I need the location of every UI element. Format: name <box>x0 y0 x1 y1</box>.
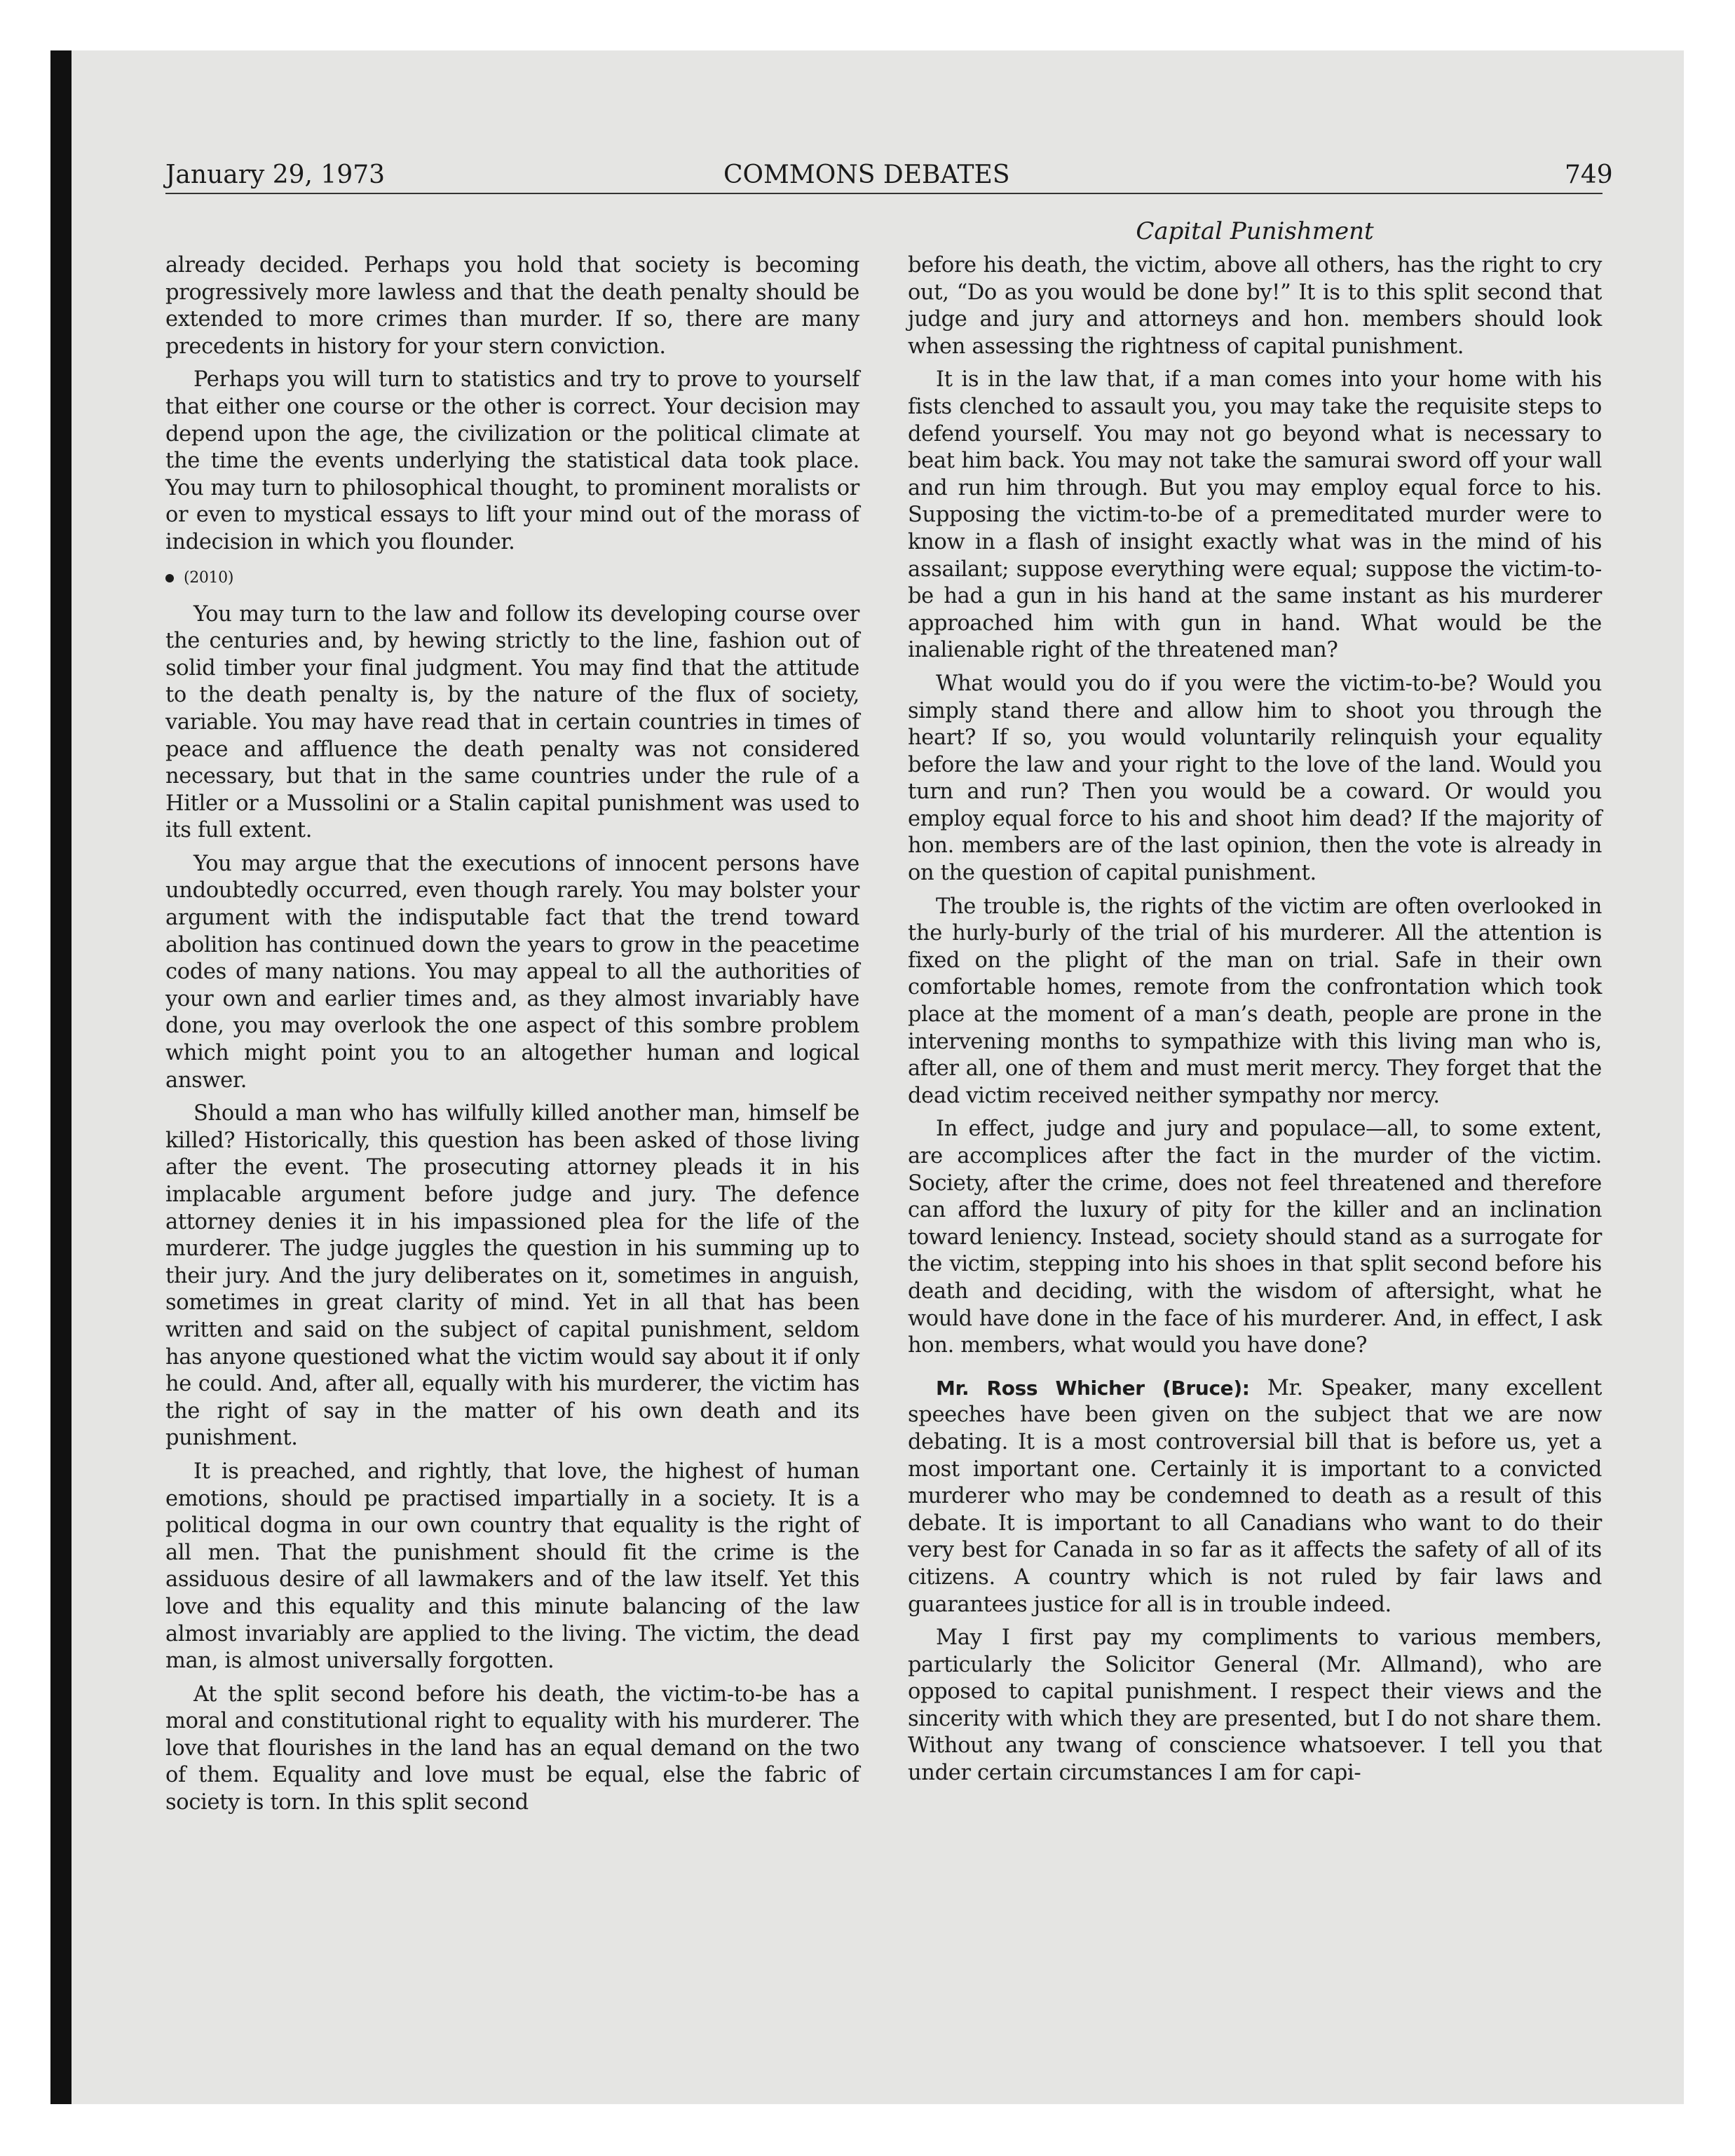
header-page-number: 749 <box>1565 161 1613 189</box>
section-title: Capital Punishment <box>1136 217 1374 245</box>
speaker-name: Mr. Ross Whicher (Bruce): <box>936 1376 1250 1400</box>
header-publication: COMMONS DEBATES <box>723 161 1010 189</box>
paragraph: What would you do if you were the victim-to-be? Would you simply stand there and allow him to shoot you through the heart? If so, you would voluntarily relinquish your equality before the law and your right to the love of the land. Would you turn and run? Then you would be a coward. Or would you employ equal force to his and shoot him dead? If the majority of hon. members are of the last opinion, then the vote is already in on the question of capital punishment. <box>908 671 1602 886</box>
paragraph: Should a man who has wilfully killed another man, himself be killed? Historically, this question has been asked of those living after the event. The prosecuting attorney pleads it in his implacable argument before judge and jury. The defence attorney denies it in his impassioned plea for the life of the murderer. The judge juggles the question in his summing up to their jury. And the jury deliberates on it, sometimes in anguish, sometimes in great clarity of mind. Yet in all that has been written and said on the subject of capital punishment, seldom has anyone questioned what the victim would say about it if only he could. And, after all, equally with his murderer, the victim has the right of say in the matter of his own death and its punishment. <box>165 1101 859 1451</box>
paragraph: May I first pay my compliments to various members, particularly the Solicitor General (Mr. Allmand), who are opposed to capital punishment. I respect their views and the sincerity with which they are presented, but I do not share them. Without any twang of conscience whatsoever. I tell you that under certain circumstances I am for capi- <box>908 1625 1602 1786</box>
scan-binding-edge <box>50 50 72 2104</box>
speech-text: Mr. Speaker, many excellent speeches have been given on the subject that we are now debating. It is a most controversial bill that is before us, yet a most important one. Certainly it is important to a convicted murderer who may be condemned to death as a result of this debate. It is important to all Canadians who want to do their very best for Canada in so far as it affects the safety of all of its citizens. A country which is not ruled by fair laws and guarantees justice for all is in trouble indeed. <box>908 1375 1602 1617</box>
left-column <box>165 252 859 1823</box>
paragraph: In effect, judge and jury and populace—all, to some extent, are accomplices after the fact in the murder of the victim. Society, after the crime, does not feel threatened and therefore can afford the luxury of pity for the killer and an inclination toward leniency. Instead, society should stand as a surrogate for the victim, stepping into his shoes in that split second before his death and deciding, with the wisdom of aftersight, what he would have done in the face of his murderer. And, in effect, I ask hon. members, what would you have done? <box>908 1117 1602 1358</box>
paragraph: At the split second before his death, the victim-to-be has a moral and constitutional right to equality with his murderer. The love that flourishes in the land has an equal demand on the two of them. Equality and love must be equal, else the fabric of society is torn. In this split second <box>165 1681 859 1815</box>
speech-paragraph <box>908 1375 1602 1618</box>
paragraph: already decided. Perhaps you hold that society is becoming progressively more lawless and that the death penalty should be extended to more crimes than murder. If so, there are many precedents in history for your stern conviction. <box>165 253 859 359</box>
paragraph: before his death, the victim, above all others, has the right to cry out, “Do as you would be done by!” It is to this split second that judge and jury and attorneys and hon. members should look when assessing the rightness of capital punishment. <box>908 253 1602 359</box>
paragraph: You may turn to the law and follow its developing course over the centuries and, by hewing strictly to the line, fashion out of solid timber your final judgment. You may find that the attitude to the death penalty is, by the nature of the flux of society, variable. You may have read that in certain countries in times of peace and affluence the death penalty was not considered necessary, but that in the same countries under the rule of a Hitler or a Mussolini or a Stalin capital punishment was used to its full extent. <box>165 601 859 843</box>
header-date: January 29, 1973 <box>165 161 386 189</box>
bullet-icon <box>165 574 174 582</box>
paragraph: Perhaps you will turn to statistics and try to prove to yourself that either one course or the other is correct. Your decision may depend upon the age, the civilization or the political climate at the time the events underlying the statistical data took place. You may turn to philosophical thought, to prominent moralists or or even to mystical essays to lift your mind out of the morass of indecision in which you flounder. <box>165 367 859 554</box>
right-column <box>908 252 1602 1794</box>
time-marker-text: (2010) <box>184 568 234 587</box>
paragraph: It is preached, and rightly, that love, the highest of human emotions, should pe practised impartially in a society. It is a political dogma in our own country that equality is the right of all men. That the punishment should fit the crime is the assiduous desire of all lawmakers and of the law itself. Yet this love and this equality and this minute balancing of the law almost invariably are applied to the living. The victim, the dead man, is almost universally forgotten. <box>165 1459 859 1674</box>
paragraph: The trouble is, the rights of the victim are often overlooked in the hurly-burly of the trial of his murderer. All the attention is fixed on the plight of the man on trial. Safe in their own comfortable homes, remote from the confrontation which took place at the moment of a man’s death, people are prone in the intervening months to sympathize with this living man who is, after all, one of them and must merit mercy. They forget that the dead victim received neither sympathy nor mercy. <box>908 894 1602 1108</box>
paragraph: You may argue that the executions of innocent persons have undoubtedly occurred, even though rarely. You may bolster your argument with the indisputable fact that the trend toward abolition has continued down the years to grow in the peacetime codes of many nations. You may appeal to all the authorities of your own and earlier times and, as they almost invariably have done, you may overlook the one aspect of this sombre problem which might point you to an altogether human and logical answer. <box>165 851 859 1093</box>
header-rule <box>165 193 1603 194</box>
time-marker <box>165 565 859 592</box>
paragraph: It is in the law that, if a man comes into your home with his fists clenched to assault you, you may take the requisite steps to defend yourself. You may not go beyond what is necessary to beat him back. You may not take the samurai sword off your wall and run him through. But you may employ equal force to his. Supposing the victim-to-be of a premeditated murder were to know in a flash of insight exactly what was in the mind of his assailant; suppose everything were equal; suppose the victim-to-be had a gun in his hand at the same instant as his murderer approached him with gun in hand. What would be the inalienable right of the threatened man? <box>908 367 1602 663</box>
